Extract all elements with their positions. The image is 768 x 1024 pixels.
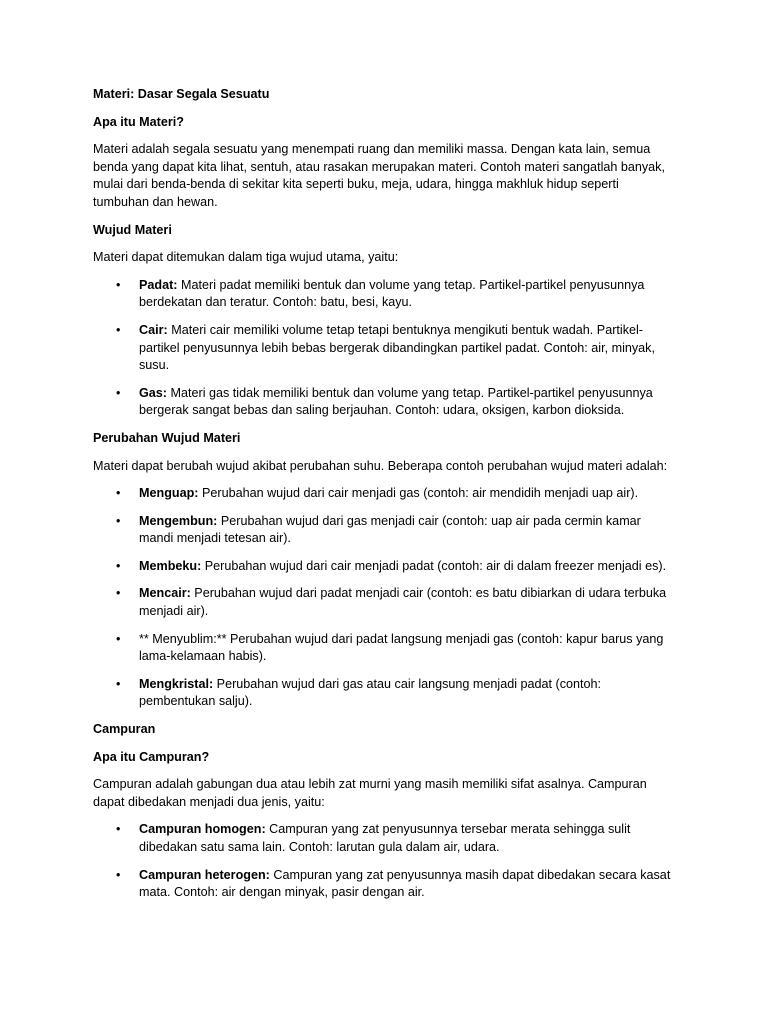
section-heading-apa-itu-campuran: Apa itu Campuran?: [93, 749, 210, 764]
bullet-icon: •: [116, 586, 121, 601]
list-item-term: Cair:: [139, 322, 168, 337]
list-item: [93, 676, 676, 711]
section-heading-campuran: Campuran: [93, 722, 156, 737]
list-item-text: Campuran yang zat penyusunnya masih dapat dibedakan secara kasat mata. Contoh: air dengan minyak, pasir dengan air.: [139, 867, 671, 900]
list-wujud-materi: [93, 277, 676, 420]
list-item-term: Mengkristal:: [139, 676, 214, 691]
bullet-icon: •: [116, 513, 121, 528]
document-title: Materi: Dasar Segala Sesuatu: [93, 87, 270, 101]
list-item: [93, 631, 676, 666]
list-item: [93, 585, 676, 620]
list-item-text: Perubahan wujud dari gas atau cair langsung menjadi padat (contoh: pembentukan salju).: [139, 676, 602, 709]
bullet-icon: •: [116, 867, 121, 882]
paragraph-wujud-intro: Materi dapat ditemukan dalam tiga wujud utama, yaitu:: [93, 250, 399, 265]
section-heading-wujud-materi: Wujud Materi: [93, 222, 172, 237]
paragraph-perubahan-intro: Materi dapat berubah wujud akibat perubahan suhu. Beberapa contoh perubahan wujud materi adalah:: [93, 458, 668, 473]
list-jenis-campuran: [93, 821, 676, 901]
bullet-icon: •: [116, 322, 121, 337]
paragraph-campuran-intro: Campuran adalah gabungan dua atau lebih zat murni yang masih memiliki sifat asalnya. Campuran dapat dibedakan menjadi dua jenis, yaitu:: [93, 777, 647, 809]
list-item-text: Perubahan wujud dari gas menjadi cair (contoh: uap air pada cermin kamar mandi menjadi tetesan air).: [139, 513, 641, 546]
list-item-text: Materi padat memiliki bentuk dan volume yang tetap. Partikel-partikel penyusunnya berdekatan dan teratur. Contoh: batu, besi, kayu.: [139, 277, 645, 310]
bullet-icon: •: [116, 822, 121, 837]
section-heading-perubahan-wujud: Perubahan Wujud Materi: [93, 430, 241, 445]
list-item-term: Mengembun:: [139, 513, 218, 528]
list-item: [93, 485, 676, 503]
bullet-icon: •: [116, 385, 121, 400]
list-item-term: Campuran homogen:: [139, 822, 266, 837]
bullet-icon: •: [116, 277, 121, 292]
list-item: [93, 277, 676, 312]
list-item: [93, 558, 676, 576]
list-item-text: Perubahan wujud dari cair menjadi gas (contoh: air mendidih menjadi uap air).: [198, 486, 639, 501]
list-item-term: Padat:: [139, 277, 178, 292]
list-item: [93, 322, 676, 375]
bullet-icon: •: [116, 631, 121, 646]
list-item-text: Perubahan wujud dari padat menjadi cair (contoh: es batu dibiarkan di udara terbuka menjadi air).: [139, 586, 667, 619]
list-item-term: Gas:: [139, 385, 167, 400]
list-item: [93, 867, 676, 902]
list-item-term: ** Menyublim:**: [139, 631, 227, 646]
list-item-term: Campuran heterogen:: [139, 867, 270, 882]
list-item-term: Mencair:: [139, 586, 191, 601]
bullet-icon: •: [116, 676, 121, 691]
list-item-text: Materi gas tidak memiliki bentuk dan volume yang tetap. Partikel-partikel penyusunnya bergerak sangat bebas dan saling berjauhan. Contoh: udara, oksigen, karbon dioksida.: [139, 385, 653, 418]
list-item-text: Materi cair memiliki volume tetap tetapi bentuknya mengikuti bentuk wadah. Partikel-partikel penyusunnya lebih bebas bergerak dibandingkan partikel padat. Contoh: air, minyak, susu.: [139, 322, 655, 373]
list-item: [93, 385, 676, 420]
list-item-text: Campuran yang zat penyusunnya tersebar merata sehingga sulit dibedakan satu sama lain. Contoh: larutan gula dalam air, udara.: [139, 822, 631, 854]
list-item-text: Perubahan wujud dari cair menjadi padat (contoh: air di dalam freezer menjadi es).: [201, 558, 667, 573]
bullet-icon: •: [116, 486, 121, 501]
list-item: [93, 821, 676, 856]
bullet-icon: •: [116, 558, 121, 573]
paragraph-definisi-materi: Materi adalah segala sesuatu yang menempati ruang dan memiliki massa. Dengan kata lain, semua benda yang dapat kita lihat, sentuh, atau rasakan merupakan materi. Contoh materi sangatlah banyak, mulai dari benda-benda di sekitar kita seperti buku, meja, udara, hingga makhluk hidup seperti tumbuhan dan hewan.: [93, 142, 665, 209]
list-item-text: Perubahan wujud dari padat langsung menjadi gas (contoh: kapur barus yang lama-kelamaan habis).: [139, 631, 664, 664]
list-item-term: Membeku:: [139, 558, 202, 573]
list-perubahan-wujud: [93, 485, 676, 711]
list-item: [93, 513, 676, 548]
list-item-term: Menguap:: [139, 486, 199, 501]
section-heading-apa-itu-materi: Apa itu Materi?: [93, 114, 184, 129]
